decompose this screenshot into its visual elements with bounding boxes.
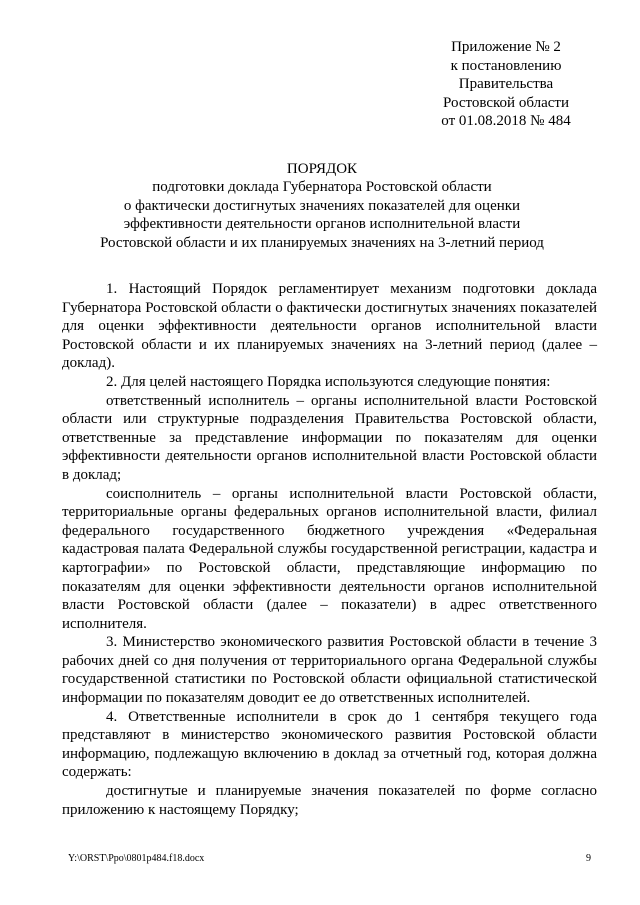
title-line: о фактически достигнутых значениях показателей для оценки [123, 197, 521, 214]
paragraph-definition-responsible: ответственный исполнитель – органы исполнительной власти Ростовской области или структурные подразделения Правительства Ростовской области, ответственные за представление информации по показателям для оценки эффективности деятельности органов исполнительной власти Ростовской области в доклад; [62, 392, 597, 483]
appendix-line: Приложение № 2 [451, 39, 561, 55]
footer-page-number: 9 [586, 853, 591, 864]
paragraph-4-item: достигнутые и планируемые значения показателей по форме согласно приложению к настоящему Порядку; [62, 783, 597, 818]
paragraph-1: 1. Настоящий Порядок регламентирует механизм подготовки доклада Губернатора Ростовской области о фактически достигнутых значениях показателей для оценки эффективности деятельности органов исполнительной власти Ростовской области и их планируемых значениях на 3-летний период (далее – доклад). [62, 281, 597, 372]
footer-file-path: Y:\ORST\Ppo\0801p484.f18.docx [68, 853, 205, 864]
appendix-header [396, 38, 616, 131]
title-line: эффективности деятельности органов исполнительной власти [123, 216, 521, 233]
title-line: Ростовской области и их планируемых значениях на 3-летний период [100, 234, 544, 251]
appendix-line: к постановлению [450, 57, 562, 74]
appendix-line: Ростовской области [443, 94, 569, 111]
title-line: подготовки доклада Губернатора Ростовской области [152, 179, 492, 196]
appendix-line: от 01.08.2018 № 484 [441, 113, 571, 130]
paragraph-2: 2. Для целей настоящего Порядка используются следующие понятия: [106, 373, 551, 390]
paragraph-definition-coexecutor: соисполнитель – органы исполнительной власти Ростовской области, территориальные органы федеральных органов исполнительной власти, филиал федерального государственного бюджетного учреждения «Федеральная кадастровая палата Федеральной службы государственной регистрации, кадастра и картографии» по Ростовской области, представляющие информацию по показателям для оценки эффективности деятельности органов исполнительной власти Ростовской области (далее – показатели) в адрес ответственного исполнителя. [62, 485, 597, 632]
document-body [62, 280, 597, 819]
paragraph-4: 4. Ответственные исполнители в срок до 1 сентября текущего года представляют в министерство экономического развития Ростовской области информацию, подлежащую включению в доклад за отчетный год, которая должна содержать: [62, 708, 597, 781]
document-title [62, 160, 582, 252]
paragraph-3: 3. Министерство экономического развития Ростовской области в течение 3 рабочих дней со дня получения от территориального органа Федеральной службы государственной статистики по Ростовской области официальной статистической информации по показателям доводит ее до ответственных исполнителей. [62, 634, 597, 707]
appendix-line: Правительства [458, 76, 554, 93]
title-heading: ПОРЯДОК [286, 161, 358, 177]
